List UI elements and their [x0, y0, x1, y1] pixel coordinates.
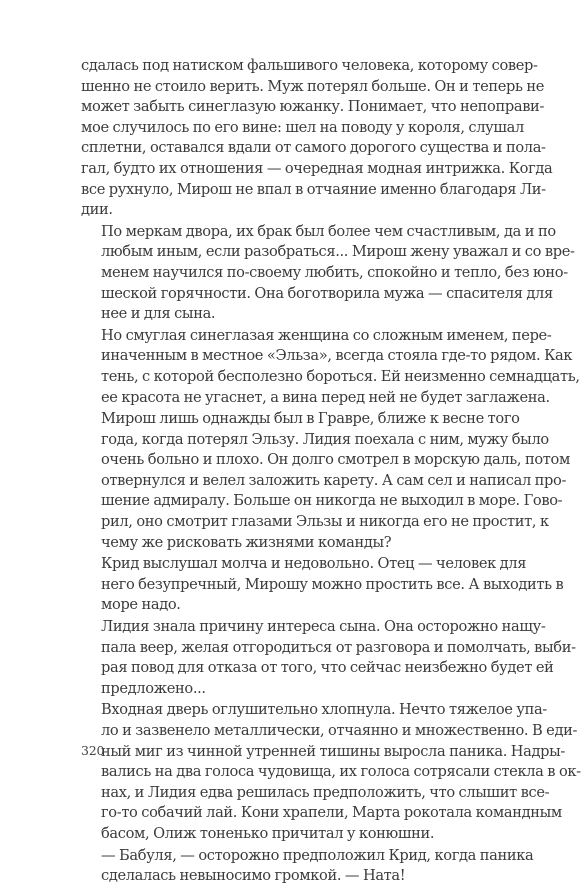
- text-line: может забыть синеглазую южанку. Понимает, что непоправи-: [81, 98, 545, 116]
- paragraph: [81, 326, 580, 408]
- text-line: ло и зазвенело металлически, отчаянно и множественно. В еди-: [101, 722, 578, 739]
- text-line: нах, и Лидия едва решилась предположить, что слышит все-: [101, 783, 550, 801]
- paragraph: [81, 617, 576, 699]
- text-line: Входная дверь оглушительно хлопнула. Нечто тяжелое упа-: [101, 701, 547, 719]
- text-line: басом, Олиж тоненько причитал у конюшни.: [101, 824, 435, 842]
- text-line: Лидия знала причину интереса сына. Она осторожно нащу-: [101, 618, 546, 636]
- text-line: сдалась под натиском фальшивого человека, которому совер-: [81, 57, 538, 74]
- text-line: шенно не стоило верить. Муж потерял больше. Он и теперь не: [81, 77, 545, 95]
- paragraph: [81, 409, 570, 553]
- text-line: нее и для сына.: [101, 305, 216, 323]
- text-line: отвернулся и велел заложить карету. А сам сел и написал про-: [101, 471, 567, 489]
- text-line: очень больно и плохо. Он долго смотрел в морскую даль, потом: [101, 451, 570, 469]
- text-line: менем научился по-своему любить, спокойно и тепло, без юно-: [101, 263, 568, 281]
- page-number: 320: [81, 743, 105, 758]
- paragraph: [81, 700, 581, 844]
- text-line: года, когда потерял Эльзу. Лидия поехала с ним, мужу было: [101, 430, 549, 448]
- text-line: дии.: [81, 201, 113, 219]
- text-line: Мирош лишь однажды был в Гравре, ближе к весне того: [101, 410, 520, 428]
- paragraph: [81, 554, 564, 616]
- text-line: тень, с которой бесполезно бороться. Ей неизменно семнадцать,: [101, 367, 580, 385]
- text-line: пала веер, желая отгородиться от разговора и помолчать, выби-: [101, 638, 576, 656]
- text-line: иначенным в местное «Эльза», всегда стояла где-то рядом. Как: [101, 347, 573, 365]
- text-line: ее красота не угаснет, а вина перед ней не будет заглажена.: [101, 388, 550, 406]
- text-line: шение адмиралу. Больше он никогда не выходил в море. Гово-: [101, 492, 563, 510]
- text-line: Крид выслушал молча и недовольно. Отец — человек для: [101, 555, 527, 573]
- text-line: Но смуглая синеглазая женщина со сложным именем, пере-: [101, 326, 552, 344]
- paragraph: [81, 222, 575, 325]
- text-line: сделалась невыносимо громкой. — Ната!: [101, 867, 406, 885]
- text-line: го-то собачий лай. Кони храпели, Марта рокотала командным: [101, 804, 562, 822]
- text-line: все рухнуло, Мирош не впал в отчаяние именно благодаря Ли-: [81, 180, 546, 198]
- text-line: мое случилось по его вине: шел на поводу у короля, слушал: [81, 118, 524, 136]
- paragraph: [81, 56, 553, 221]
- text-line: предложено...: [101, 679, 206, 697]
- text-line: него безупречный, Мирошу можно простить все. А выходить в: [101, 575, 564, 593]
- body-text: [81, 56, 581, 887]
- paragraph: [81, 846, 534, 887]
- text-line: вались на два голоса чудовища, их голоса сотрясали стекла в ок-: [101, 763, 581, 781]
- text-line: По меркам двора, их брак был более чем счастливым, да и по: [101, 222, 556, 240]
- text-line: рил, оно смотрит глазами Эльзы и никогда его не простит, к: [101, 513, 549, 531]
- text-line: рая повод для отказа от того, что сейчас неизбежно будет ей: [101, 659, 554, 677]
- text-line: море надо.: [101, 596, 181, 614]
- text-line: чему же рисковать жизнями команды?: [101, 533, 392, 551]
- text-line: ный миг из чинной утренней тишины выросла паника. Надры-: [101, 742, 565, 760]
- text-line: сплетни, оставался вдали от самого дорогого существа и пола-: [81, 139, 546, 157]
- text-line: гал, будто их отношения — очередная модная интрижка. Когда: [81, 159, 553, 177]
- text-line: любым иным, если разобраться... Мирош жену уважал и со вре-: [101, 243, 575, 261]
- text-line: — Бабуля, — осторожно предположил Крид, когда паника: [101, 846, 534, 864]
- text-line: шеской горячности. Она боготворила мужа — спасителя для: [101, 284, 553, 302]
